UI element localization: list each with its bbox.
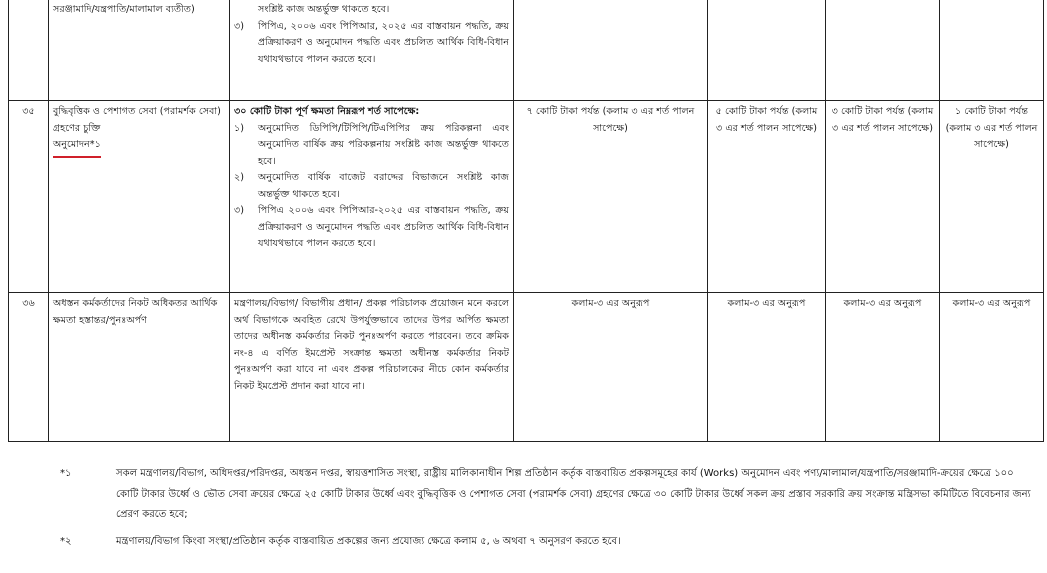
condition-item: সংশ্লিষ্ট কাজ অন্তর্ভুক্ত থাকতে হবে। [258, 4, 390, 15]
condition-item: ১) অনুমোদিত ডিপিপি/টিপিপি/টিএপিপির ক্রয় পরিকল্পনা এবং অনুমোদিত বার্ষিক ক্রয় পরিকল্পনায় সংশ্লিষ্ট কাজ অন্তর্ভুক্ত থাকতে হবে। [234, 122, 509, 167]
limit-cell: কলাম-৩ এর অনুরূপ [514, 293, 708, 442]
condition-cell: মন্ত্রণালয়/বিভাগ/ বিভাগীয় প্রধান/ প্রকল্প পরিচালক প্রয়োজন মনে করলে অর্থ বিভাগকে অবহিত রেখে উপর্যুক্তভাবে তাদের উপর অর্পিত ক্ষমতা তাদের অধীনস্ত কর্মকর্তার নিকট পুনঃঅর্পণ করতে পারবেন। তবে ক্রমিক নং-৪ এ বর্ণিত ইমপ্রেস্ট সংক্রান্ত ক্ষমতা অধীনস্ত কর্মকর্তার নিকট পুনঃঅর্পণ করা যাবে না এবং প্রকল্প পরিচালকের নীচে কোন কর্মকর্তার নিকট ইমপ্রেস্ট প্রদান করা যাবে না। [230, 293, 514, 442]
limit-cell: কলাম-৩ এর অনুরূপ [708, 293, 826, 442]
footnote-mark: *১ [60, 468, 72, 479]
serial-cell: ৩৬ [9, 293, 49, 442]
footnote [60, 532, 1035, 553]
table-row [9, 101, 1044, 293]
subject-cell: অধস্তন কর্মকর্তাদের নিকট অধিকতর আর্থিক ক্ষমতা হস্তান্তর/পুনঃঅর্পণ [49, 293, 230, 442]
limit-cell: ১ কোটি টাকা পর্যন্ত (কলাম ৩ এর শর্ত পালন সাপেক্ষে) [940, 101, 1044, 293]
limit-cell: ৩ কোটি টাকা পর্যন্ত (কলাম ৩ এর শর্ত পালন সাপেক্ষে) [826, 101, 940, 293]
table-row [9, 0, 1044, 101]
footnote-text: সকল মন্ত্রণালয়/বিভাগ, অধিদপ্তর/পরিদপ্তর, অধস্তন দপ্তর, স্বায়ত্তশাসিত সংস্থা, রাষ্ট্রীয় মালিকানাধীন শিল্প প্রতিষ্ঠান কর্তৃক বাস্তবায়িত প্রকল্পসমূহের কার্য (Works) অনুমোদন এবং পণ্য/মালামাল/যন্ত্রপাতি/সরঞ্জামাদি-ক্রয়ের ক্ষেত্রে ১০০ কোটি টাকার উর্ধ্বে ও ভৌত সেবা ক্রয়ের ক্ষেত্রে ২৫ কোটি টাকার উর্ধ্বে এবং বুদ্ধিবৃত্তিক ও পেশাগত সেবা (পরামর্শক সেবা) গ্রহণের ক্ষেত্রে ৩০ কোটি টাকার উর্ধ্বে সকল ক্রয় প্রস্তাব সরকারি ক্রয় সংক্রান্ত মন্ত্রিসভা কমিটিতে বিবেচনার জন্য প্রেরণ করতে হবে; [116, 468, 1031, 520]
footnote-text: মন্ত্রণালয়/বিভাগ কিংবা সংস্থা/প্রতিষ্ঠান কর্তৃক বাস্তবায়িত প্রকল্পের জন্য প্রযোজ্য ক্ষেত্রে কলাম ৫, ৬ অথবা ৭ অনুসরণ করতে হবে। [116, 535, 621, 547]
condition-heading: ৩০ কোটি টাকা পূর্ণ ক্ষমতা নিম্নরূপ শর্ত সাপেক্ষে: [234, 106, 420, 117]
condition-item: ৩) পিপিএ, ২০০৬ এবং পিপিআর, ২০২৫ এর বাস্তবায়ন পদ্ধতি, ক্রয় প্রক্রিয়াকরণ ও অনুমোদন পদ্ধতি এবং প্রচলিত আর্থিক বিধি-বিধান যথাযথভাবে পালন করতে হবে। [234, 20, 509, 65]
subject-cell: সরঞ্জামাদি/যন্ত্রপাতি/মালামাল ব্যতীত) [49, 0, 230, 101]
serial-cell: ৩৫ [9, 101, 49, 293]
condition-cell [230, 101, 514, 293]
condition-item: ৩) পিপিএ ২০০৬ এবং পিপিআর-২০২৫ এর বাস্তবায়ন পদ্ধতি, ক্রয় প্রক্রিয়াকরণ ও অনুমোদন পদ্ধতি এবং প্রচলিত আর্থিক বিধি-বিধান যথাযথভাবে পালন করতে হবে। [234, 205, 509, 249]
footnotes [60, 464, 1035, 558]
delegation-table [8, 0, 1044, 442]
limit-cell: কলাম-৩ এর অনুরূপ [940, 293, 1044, 442]
footnote-mark: *২ [60, 535, 72, 547]
limit-cell: ৫ কোটি টাকা পর্যন্ত (কলাম ৩ এর শর্ত পালন সাপেক্ষে) [708, 101, 826, 293]
condition-cell [230, 0, 514, 101]
condition-item: ২) অনুমোদিত বার্ষিক বাজেট বরাদ্দের বিভাজনে সংশ্লিষ্ট কাজ অন্তর্ভুক্ত থাকতে হবে। [234, 172, 509, 200]
footnote [60, 464, 1035, 526]
underlined-subject: অনুমোদন*১ [53, 137, 101, 158]
limit-cell: ৭ কোটি টাকা পর্যন্ত (কলাম ৩ এর শর্ত পালন সাপেক্ষে) [514, 101, 708, 293]
table-row [9, 293, 1044, 442]
subject-cell: বুদ্ধিবৃত্তিক ও পেশাগত সেবা (পরামর্শক সেবা) গ্রহণের চুক্তি অনুমোদন*১ [49, 101, 230, 293]
serial-cell [9, 0, 49, 101]
limit-cell: কলাম-৩ এর অনুরূপ [826, 293, 940, 442]
